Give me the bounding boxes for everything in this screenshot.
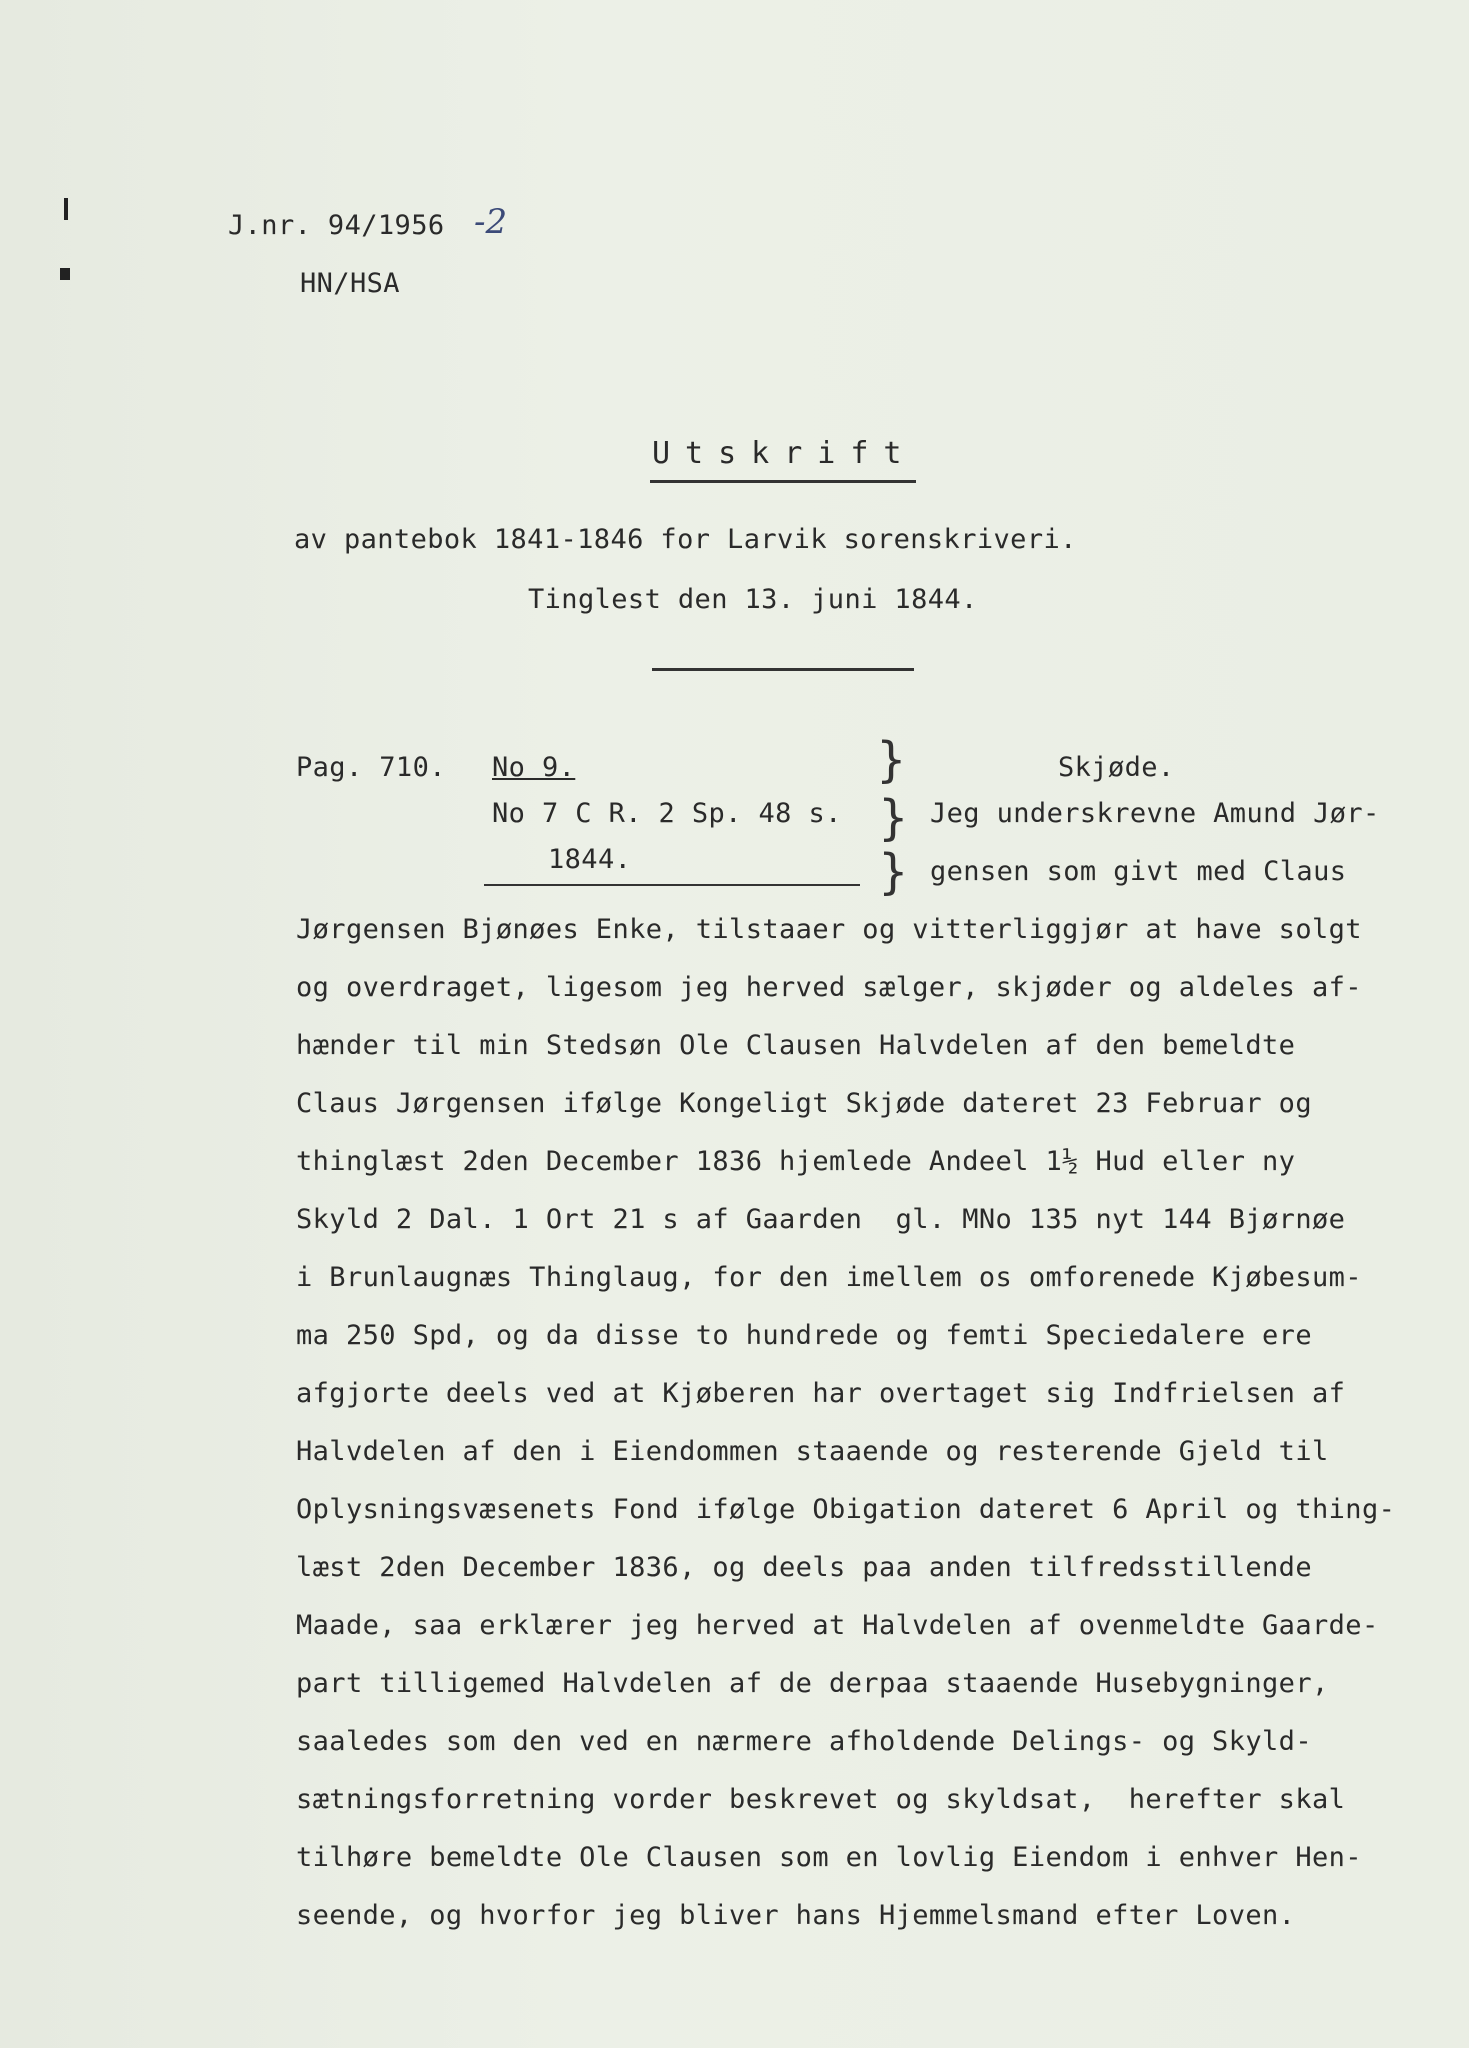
page-reference: Pag. 710. [296,752,446,783]
body-line: læst 2den December 1836, og deels paa anden tilfredsstillende [296,1552,1312,1583]
body-line: part tilligemed Halvdelen af de derpaa staaende Husebygninger, [296,1668,1329,1699]
title-underline [650,480,916,483]
handwritten-suffix: -2 [474,202,508,242]
body-line: sætningsforretning vorder beskrevet og skyldsat, herefter skal [296,1784,1346,1815]
entry-brace-bottom: } [878,844,909,900]
body-line: Maade, saa erklærer jeg herved at Halvdelen af ovenmeldte Gaarde- [296,1610,1379,1641]
margin-mark-bottom [60,268,70,280]
entry-year: 1844. [548,844,632,875]
body-line: Halvdelen af den i Eiendommen staaende og resterende Gjeld til [296,1436,1329,1467]
entry-detail: No 7 C R. 2 Sp. 48 s. [492,798,842,829]
subtitle-divider [652,668,914,671]
subtitle-line-2: Tinglest den 13. juni 1844. [528,584,978,615]
body-line: Oplysningsvæsenets Fond ifølge Obigation dateret 6 April og thing- [296,1494,1396,1525]
body-line: Claus Jørgensen ifølge Kongeligt Skjøde dateret 23 Februar og [296,1088,1312,1119]
body-line: afgjorte deels ved at Kjøberen har overtaget sig Indfrielsen af [296,1378,1346,1409]
document-title: Utskrift [652,436,917,471]
body-line: ma 250 Spd, og da disse to hundrede og femti Speciedalere ere [296,1320,1312,1351]
entry-right-line-1: Jeg underskrevne Amund Jør- [930,798,1380,829]
entry-number: No 9. [492,752,576,783]
body-line: og overdraget, ligesom jeg herved sælger, skjøder og aldeles af- [296,972,1362,1003]
body-line: thinglæst 2den December 1836 hjemlede Andeel 1½ Hud eller ny [296,1146,1296,1177]
body-line: seende, og hvorfor jeg bliver hans Hjemmelsmand efter Loven. [296,1900,1296,1931]
entry-right-line-2: gensen som givt med Claus [930,856,1347,887]
body-line: saaledes som den ved en nærmere afholdende Delings- og Skyld- [296,1726,1312,1757]
body-line: tilhøre bemeldte Ole Clausen som en lovlig Eiendom i enhver Hen- [296,1842,1362,1873]
entry-underline [484,884,860,886]
entry-heading: Skjøde. [1058,752,1175,783]
entry-brace-top: } [876,732,907,788]
body-line: i Brunlaugnæs Thinglaug, for den imellem os omforenede Kjøbesum- [296,1262,1362,1293]
initials: HN/HSA [300,268,400,299]
journal-number: J.nr. 94/1956 [228,210,445,241]
body-line: Jørgensen Bjønøes Enke, tilstaaer og vitterliggjør at have solgt [296,914,1362,945]
margin-mark-top [64,198,68,220]
subtitle-line-1: av pantebok 1841-1846 for Larvik sorenskriveri. [294,524,1077,555]
body-line: Skyld 2 Dal. 1 Ort 21 s af Gaarden gl. MNo 135 nyt 144 Bjørnøe [296,1204,1346,1235]
body-line: hænder til min Stedsøn Ole Clausen Halvdelen af den bemeldte [296,1030,1296,1061]
entry-brace-mid: } [878,790,909,846]
